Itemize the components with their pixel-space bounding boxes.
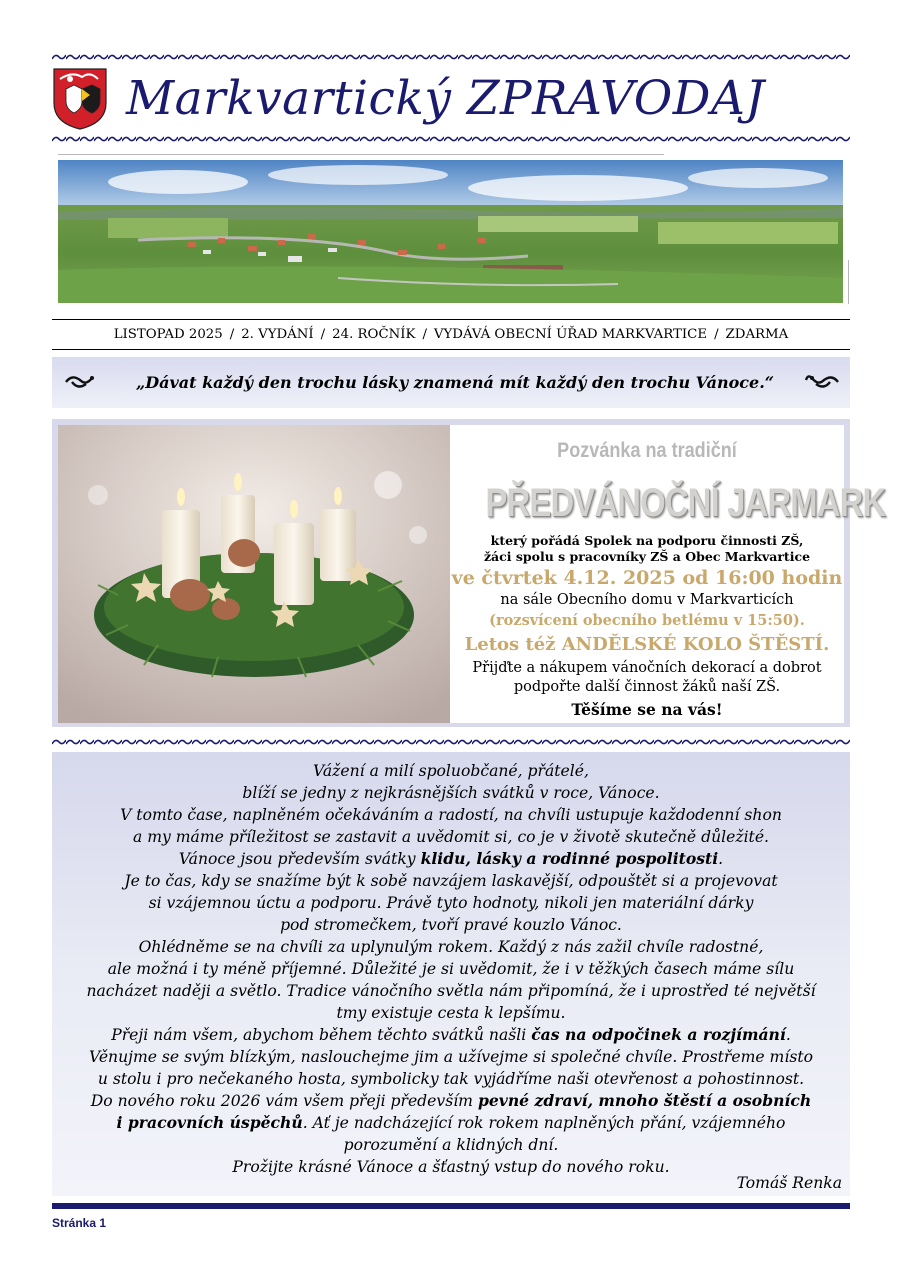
advent-wreath-photo bbox=[58, 425, 450, 723]
footer-rule bbox=[52, 1203, 850, 1209]
letter-line: Přeji nám všem, abychom během těchto svátků našli čas na odpočinek a rozjímání. bbox=[111, 1025, 791, 1044]
letter-line: V tomto čase, naplněném očekáváním a radostí, na chvíli ustupuje každodenní shon bbox=[120, 806, 782, 824]
letter-line: tmy existuje cesta k lepšímu. bbox=[336, 1004, 566, 1022]
newsletter-title: Markvartický ZPRAVODAJ bbox=[126, 71, 765, 126]
letter-line: Je to čas, kdy se snažíme být k sobě navzájem laskavější, odpouštět si a projevovat bbox=[124, 872, 778, 890]
flourish-ornament-icon bbox=[64, 372, 96, 392]
separator: / bbox=[320, 327, 326, 342]
invitation-organizer-line: který pořádá Spolek na podporu činnosti ZŠ, bbox=[490, 533, 804, 548]
flourish-ornament-icon bbox=[804, 372, 840, 392]
photo-frame-line bbox=[58, 154, 664, 155]
letter-signature: Tomáš Renka bbox=[736, 1174, 842, 1192]
invitation-appeal-line: Přijďte a nákupem vánočních dekorací a dobrot bbox=[472, 660, 822, 676]
coat-of-arms-logo bbox=[52, 67, 108, 131]
top-wave-border bbox=[52, 52, 850, 62]
motto-quote: „Dávat každý den trochu lásky znamená mít každý den trochu Vánoce.“ bbox=[136, 373, 774, 392]
masthead-wave-border bbox=[52, 134, 850, 144]
separator: / bbox=[422, 327, 427, 342]
issue-publisher: VYDÁVÁ OBECNÍ ÚŘAD MARKVARTICE bbox=[433, 327, 708, 342]
letter-line: pod stromečkem, tvoří pravé kouzlo Vánoc. bbox=[280, 916, 622, 934]
issue-info-bar bbox=[52, 319, 850, 350]
letter-line: i pracovních úspěchů. Ať je nadcházející rok rokem naplněných přání, vzájemného bbox=[116, 1113, 786, 1132]
invitation-headline: PŘEDVÁNOČNÍ JARMARK bbox=[485, 481, 886, 525]
invitation-angel-wheel: Letos též ANDĚLSKÉ KOLO ŠTĚSTÍ. bbox=[464, 634, 830, 655]
invitation-appeal-line: podpořte další činnost žáků naší ZŠ. bbox=[513, 679, 781, 695]
invitation-lighting-time: (rozsvícení obecního betlému v 15:50). bbox=[489, 612, 805, 629]
letter-line: Ohlédněme se na chvíli za uplynulým rokem. Každý z nás zažil chvíle radostné, bbox=[138, 938, 764, 956]
invitation-organizer-line: žáci spolu s pracovníky ZŠ a Obec Markvartice bbox=[483, 549, 811, 564]
issue-volume: 24. ROČNÍK bbox=[332, 327, 416, 342]
separator: / bbox=[714, 327, 719, 342]
village-panorama-photo bbox=[58, 160, 843, 303]
letter-line: porozumění a klidných dní. bbox=[343, 1136, 559, 1154]
invitation-closing: Těšíme se na vás! bbox=[571, 700, 723, 719]
invitation-text-box bbox=[450, 425, 886, 723]
christmas-letter bbox=[52, 752, 850, 1196]
letter-line: si vzájemnou úctu a podporu. Právě tyto hodnoty, nikoli jen materiální dárky bbox=[148, 894, 754, 912]
issue-month: LISTOPAD 2025 bbox=[113, 327, 223, 342]
letter-line: Prožijte krásné Vánoce a šťastný vstup do nového roku. bbox=[232, 1158, 670, 1176]
letter-line: a my máme příležitost se zastavit a uvědomit si, co je v životě skutečně důležité. bbox=[132, 828, 770, 846]
letter-line: ale možná i ty méně příjemné. Důležité je si uvědomit, že i v těžkých časech máme sílu bbox=[107, 960, 795, 978]
letter-line: blíží se jedny z nejkrásnějších svátků v roce, Vánoce. bbox=[242, 784, 660, 802]
section-wave-border bbox=[52, 737, 850, 747]
invitation-date: ve čtvrtek 4.12. 2025 od 16:00 hodin bbox=[451, 567, 843, 589]
letter-line: Vánoce jsou především svátky klidu, lásky a rodinné pospolitosti. bbox=[178, 849, 724, 868]
quote-band bbox=[52, 357, 850, 408]
letter-line: Vážení a milí spoluobčané, přátelé, bbox=[313, 762, 589, 780]
letter-line: u stolu i pro nečekaného hosta, symbolicky tak vyjádříme naši otevřenost a pohostinnost. bbox=[97, 1070, 805, 1088]
separator: / bbox=[229, 327, 235, 342]
issue-number: 2. VYDÁNÍ bbox=[241, 327, 314, 342]
photo-frame-line bbox=[848, 260, 849, 304]
issue-price: ZDARMA bbox=[725, 327, 789, 342]
invitation-lead: Pozvánka na tradiční bbox=[557, 439, 737, 462]
invitation-venue: na sále Obecního domu v Markvarticích bbox=[500, 592, 794, 608]
page-number: Stránka 1 bbox=[52, 1216, 107, 1230]
letter-line: Do nového roku 2026 vám všem přeji především pevné zdraví, mnoho štěstí a osobních bbox=[90, 1091, 812, 1110]
letter-line: Věnujme se svým blízkým, naslouchejme jim a užívejme si společné chvíle. Prostřeme místo bbox=[88, 1048, 813, 1066]
letter-line: nacházet naději a světlo. Tradice vánočního světla nám připomíná, že i uprostřed té největší bbox=[86, 982, 816, 1000]
